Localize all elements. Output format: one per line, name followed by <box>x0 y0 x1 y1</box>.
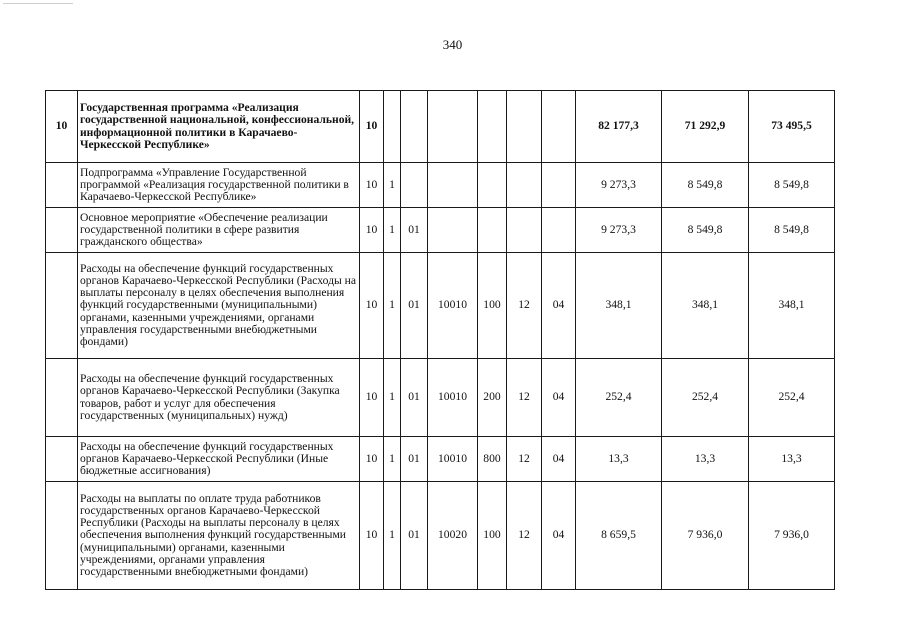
row-number <box>46 253 78 359</box>
amount-year-3: 13,3 <box>749 437 835 482</box>
amount-year-3: 73 495,5 <box>749 91 835 163</box>
code-expense-type: 100 <box>478 482 507 590</box>
table-row <box>46 437 835 482</box>
code-subprogram: 1 <box>384 208 401 253</box>
code-gp: 10 <box>360 437 384 482</box>
code-direction <box>428 91 478 163</box>
code-expense-type: 800 <box>478 437 507 482</box>
code-expense-type <box>478 163 507 208</box>
code-section: 12 <box>507 359 542 437</box>
amount-year-1: 82 177,3 <box>576 91 662 163</box>
code-event: 01 <box>401 359 428 437</box>
amount-year-2: 8 549,8 <box>662 208 749 253</box>
amount-year-2: 71 292,9 <box>662 91 749 163</box>
row-name: Расходы на обеспечение функций государственных органов Карачаево-Черкесской Республики (Расходы на выплаты персоналу в целях обеспечения выполнения функций государственными (муниципальными) органами, казенными учреждениями, органами управления государственными внебюджетными фондами) <box>78 253 360 359</box>
code-subsection <box>542 208 576 253</box>
code-subsection: 04 <box>542 437 576 482</box>
code-gp: 10 <box>360 91 384 163</box>
amount-year-2: 348,1 <box>662 253 749 359</box>
row-number <box>46 437 78 482</box>
code-event <box>401 91 428 163</box>
code-section: 12 <box>507 437 542 482</box>
code-direction: 10010 <box>428 253 478 359</box>
code-subprogram: 1 <box>384 437 401 482</box>
code-gp: 10 <box>360 163 384 208</box>
amount-year-3: 7 936,0 <box>749 482 835 590</box>
code-subsection: 04 <box>542 482 576 590</box>
code-gp: 10 <box>360 359 384 437</box>
code-expense-type <box>478 208 507 253</box>
code-expense-type <box>478 91 507 163</box>
amount-year-2: 13,3 <box>662 437 749 482</box>
amount-year-1: 8 659,5 <box>576 482 662 590</box>
row-name: Основное мероприятие «Обеспечение реализации государственной политики в сфере развития гражданского общества» <box>78 208 360 253</box>
code-event <box>401 163 428 208</box>
table-row <box>46 482 835 590</box>
amount-year-3: 348,1 <box>749 253 835 359</box>
code-expense-type: 100 <box>478 253 507 359</box>
code-event: 01 <box>401 482 428 590</box>
code-section <box>507 208 542 253</box>
amount-year-1: 348,1 <box>576 253 662 359</box>
row-name: Подпрограмма «Управление Государственной программой «Реализация государственной политики в Карачаево-Черкесской Республике» <box>78 163 360 208</box>
code-subprogram: 1 <box>384 163 401 208</box>
table-row <box>46 253 835 359</box>
code-section <box>507 163 542 208</box>
row-number <box>46 482 78 590</box>
code-subprogram: 1 <box>384 359 401 437</box>
row-name: Расходы на обеспечение функций государственных органов Карачаево-Черкесской Республики (Иные бюджетные ассигнования) <box>78 437 360 482</box>
amount-year-1: 9 273,3 <box>576 163 662 208</box>
row-name: Расходы на выплаты по оплате труда работников государственных органов Карачаево-Черкесской Республики (Расходы на выплаты персоналу в целях обеспечения выполнения функций государственными (муниципальными) органами, казенными учреждениями, органами управления государственными внебюджетными фондами) <box>78 482 360 590</box>
row-number: 10 <box>46 91 78 163</box>
code-event: 01 <box>401 253 428 359</box>
table-row <box>46 359 835 437</box>
code-expense-type: 200 <box>478 359 507 437</box>
budget-table <box>45 90 835 590</box>
row-number <box>46 208 78 253</box>
code-section: 12 <box>507 482 542 590</box>
code-event: 01 <box>401 437 428 482</box>
row-number <box>46 163 78 208</box>
scan-artifact <box>3 3 73 4</box>
code-section <box>507 91 542 163</box>
amount-year-1: 9 273,3 <box>576 208 662 253</box>
row-name: Государственная программа «Реализация государственной национальной, конфессиональной, информационной политики в Карачаево-Черкесской Республике» <box>78 91 360 163</box>
table-row <box>46 208 835 253</box>
row-name: Расходы на обеспечение функций государственных органов Карачаево-Черкесской Республики (Закупка товаров, работ и услуг для обеспечения государственных (муниципальных) нужд) <box>78 359 360 437</box>
code-direction: 10010 <box>428 359 478 437</box>
code-section: 12 <box>507 253 542 359</box>
amount-year-3: 252,4 <box>749 359 835 437</box>
amount-year-2: 7 936,0 <box>662 482 749 590</box>
code-direction: 10010 <box>428 437 478 482</box>
code-gp: 10 <box>360 208 384 253</box>
code-direction: 10020 <box>428 482 478 590</box>
table-row <box>46 91 835 163</box>
amount-year-1: 13,3 <box>576 437 662 482</box>
amount-year-2: 252,4 <box>662 359 749 437</box>
amount-year-3: 8 549,8 <box>749 163 835 208</box>
row-number <box>46 359 78 437</box>
code-gp: 10 <box>360 253 384 359</box>
code-direction <box>428 163 478 208</box>
page-number: 340 <box>442 37 463 52</box>
code-subprogram <box>384 91 401 163</box>
code-subprogram: 1 <box>384 482 401 590</box>
code-subsection: 04 <box>542 253 576 359</box>
code-event: 01 <box>401 208 428 253</box>
table-body <box>46 91 835 590</box>
code-subsection <box>542 91 576 163</box>
code-gp: 10 <box>360 482 384 590</box>
code-subsection: 04 <box>542 359 576 437</box>
code-subsection <box>542 163 576 208</box>
code-direction <box>428 208 478 253</box>
amount-year-1: 252,4 <box>576 359 662 437</box>
code-subprogram: 1 <box>384 253 401 359</box>
amount-year-2: 8 549,8 <box>662 163 749 208</box>
amount-year-3: 8 549,8 <box>749 208 835 253</box>
table-row <box>46 163 835 208</box>
